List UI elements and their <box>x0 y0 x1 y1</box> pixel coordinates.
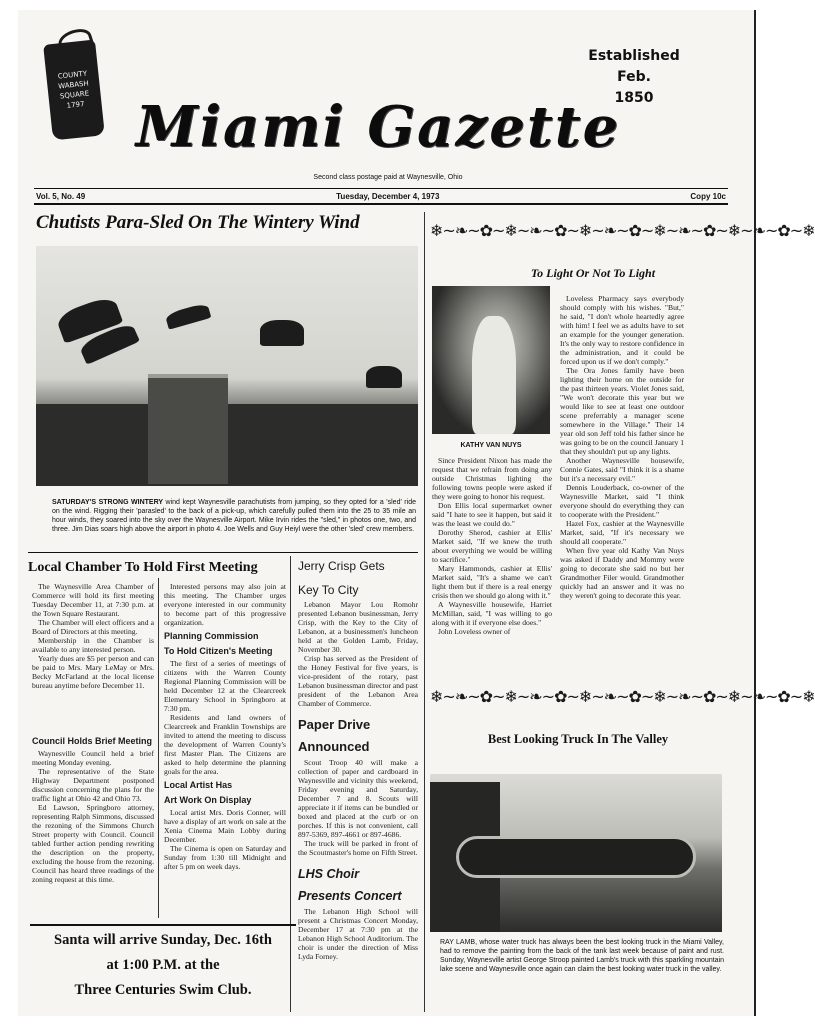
santa-announcement: Santa will arrive Sunday, Dec. 16th at 1:00 P.M. at the Three Centuries Swim Club. <box>30 924 296 1006</box>
lhs-choir-headline: LHS Choir Presents Concert <box>298 867 402 903</box>
chamber-headline: Local Chamber To Hold First Meeting <box>28 560 258 575</box>
newspaper-page <box>18 10 815 1016</box>
holiday-garland-ornament: ❄~❧~✿~❄~❧~✿~❄~❧~✿~❄~❧~✿~❄~❧~✿~❄ <box>430 221 815 240</box>
kathy-photo-caption: KATHY VAN NUYS <box>460 442 522 449</box>
light-story-headline: To Light Or Not To Light <box>530 266 656 280</box>
column-divider <box>424 212 425 1012</box>
chamber-story-col1: The Waynesville Area Chamber of Commerce will hold its first meeting Tuesday December 11, at 7:30 p.m. at the Town Square Restaurant. The Chamber will elect officers and a Board of Directors at this meeting. Membership in the Chamber is available to any interested person. Yearly dues are $5 per person and can be paid to Mrs. Mary LeMay or Mrs. Becky McFarland at the local license bureau anytime before December 11. <box>32 582 154 690</box>
water-truck-photo <box>430 774 722 932</box>
painted-tank-shape <box>456 836 696 878</box>
county-seal-badge: COUNTY WABASH SQUARE 1797 <box>43 40 105 141</box>
truck-story-headline: Best Looking Truck In The Valley <box>487 732 669 746</box>
middle-column: Jerry Crisp Gets Key To City Lebanon Mayor Lou Romohr presented Lebanon businessman, Jerry Crisp, with the Key to the City of Lebanon, at a businessmen's luncheon held at the Golden Lamb, Friday, November 30. Crisp has served as the President of the Honey Festival for five years, is vice-president of the rotary, past Lebanon businessman director and past president of the Lebanon Area Chamber of Commerce. Paper Drive Announced Scout Troop 40 will make a collection of paper and cardboard in Waynesville and vicinity this weekend, Friday evening and Saturday, December 7 and 8. Scouts will appreciate it if items can be bundled or boxed and placed at the curb or on porches. If this is not convenient, call 897-5369, 897-4661 or 897-4686. The truck will be parked in front of the Scoutmaster's home on Fifth Street. LHS Choir Presents Concert The Lebanon High School will present a Christmas Concert Monday, December 17 at 7:30 pm at the Lebanon High School Auditorium. The choir is under the direction of Miss Lyda Forney. <box>298 556 418 961</box>
jerry-crisp-headline: Jerry Crisp Gets Key To City <box>298 559 385 597</box>
parachute-shape <box>366 366 402 388</box>
newspaper-title: Miami Gazette <box>135 94 621 160</box>
lead-photo-caption: SATURDAY'S STRONG WINTERY wind kept Waynesville parachutists from jumping, so they opted for a 'sled' ride on the wind. Rigging their 'parasled' to the back of a pick-up, which carefully pulled them into the 25 to 35 mile an hour winds, they soared into the sky over the Waynesville Airport. Mike Irvin rides the "sled," in photos one, two, and three. Jim Dias soars high above the airport in photo 4. Joe Wells and Guy Heiyl were the other 'sled' crew members. <box>52 499 416 533</box>
established-notice: Established Feb. 1850 <box>588 48 680 106</box>
light-story-right: Loveless Pharmacy says everybody should comply with his wishes. "But," he said, "I don't whole heartedly agree with him! I feel we as adults have to set an example for the younger generation. It's the only way to restore confidence in the administration, and it could be forced upon us if we don't comply." The Ora Jones family have been lighting their home on the outside for the past thirteen years. Violet Jones said, "We won't decorate this year but we would like to see at least one outdoor scene preferrably a manager scene somewhere in the Village." Their 14 year old son Jeff told his father since he was going to be on the council January 1 that they shouldn't put up any lights. Another Waynesville housewife, Connie Gates, said "I think it is a shame but it's a necessary evil." Dennis Louderback, co-owner of the Waynesville Market, said "I think everyone should do everything they can to cooperate with the President." Hazel Fox, cashier at the Waynesville Market, said, "If it's necessary we should all cooperate." When five year old Kathy Van Nuys was asked if Daddy and Mommy were going to decorate she said no but her Grandmother Filer would. Grandmother quickly had an answer and it was no they weren't going to decorate this year. <box>560 294 685 600</box>
parasled-photo <box>36 246 418 486</box>
light-story-left: Since President Nixon has made the request that we refrain from doing any outside Christmas lighting the following towns people were asked if they were going to honor his request. Don Ellis local supermarket owner said "I hate to see it happen, but said it was the least we could do." Dorothy Sherod, cashier at Ellis' Market said, "If we knew the truth about everything we would be willing to sacrifice." Mary Hammonds, cashier at Ellis' Market said, "It's a shame we can't light them but if there is a real energy crisis then we should go along with it." A Waynesville housewife, Harriet McMillan, said, "I was willing to go along with it if everyone else does." John Loveless owner of <box>432 456 552 636</box>
parachute-shape <box>165 302 212 330</box>
holiday-garland-ornament: ❄~❧~✿~❄~❧~✿~❄~❧~✿~❄~❧~✿~❄~❧~✿~❄ <box>430 687 815 706</box>
column-divider <box>158 578 159 918</box>
paper-drive-headline: Paper Drive Announced <box>298 717 371 754</box>
truck-photo-caption: RAY LAMB, whose water truck has always been the best looking truck in the Miami Valley, had to remove the painting from the back of the tank last week because of paint and rust. Sunday, Waynesville artist George Stroop painted Lamb's truck with this sparkling mountain lake scene and Waynesville once again can claim the best looking water truck in the valley. <box>440 939 724 973</box>
kathy-van-nuys-photo <box>432 286 550 434</box>
copy-price: Copy 10c <box>690 191 726 201</box>
planning-headline: Planning Commission To Hold Citizen's Meeting <box>164 631 273 656</box>
artist-headline: Local Artist Has Art Work On Display <box>164 780 252 805</box>
postage-notice: Second class postage paid at Waynesville, Ohio <box>313 174 463 181</box>
council-headline: Council Holds Brief Meeting <box>32 736 153 746</box>
parachute-shape <box>260 320 304 346</box>
dateline-bar <box>34 188 728 205</box>
lead-headline: Chutists Para-Sled On The Wintery Wind <box>36 212 360 233</box>
girl-figure <box>472 316 516 434</box>
hangar-building <box>148 374 228 484</box>
chamber-story-col2: Interested persons may also join at this meeting. The Chamber urges everyone interested in our community to become part of this progressive organization. Planning Commission To Hold Citizen's Meeting The first of a series of meetings of citizens with the Warren County Regional Planning Commission will be held December 12 at the Clearcreek Elementary School in Springboro at 7:30 pm. Residents and land owners of Clearcreek and Franklin Townships are invited to attend the meeting to discuss the development of Warren County's first Master Plan. The Citizens are asked to help determine the planning goals for the area. Local Artist Has Art Work On Display Local artist Mrs. Doris Conner, will have a display of art work on sale at the Xenia Cinema Main Lobby during December. The Cinema is open on Saturday and Sunday from 1:30 till Midnight and after 5 pm on week days. <box>164 582 286 871</box>
volume-number: Vol. 5, No. 49 <box>36 191 86 201</box>
issue-date: Tuesday, December 4, 1973 <box>336 191 440 201</box>
council-story: Council Holds Brief Meeting Waynesville Council held a brief meeting Monday evening. The representative of the State Highway Department postponed discussion concerning the plans for the traffic light at Ohio 42 and Ohio 73. Ed Lawson, Springboro attorney, representing Ralph Simmons, discussed the rezoning of the Simmons Church Street property with Council. Council tabled further action pending rewriting the description on the property, excluding the house from the rezoning. Council has heard three readings of the zoning request at this time. <box>32 736 154 884</box>
section-divider <box>28 552 418 553</box>
